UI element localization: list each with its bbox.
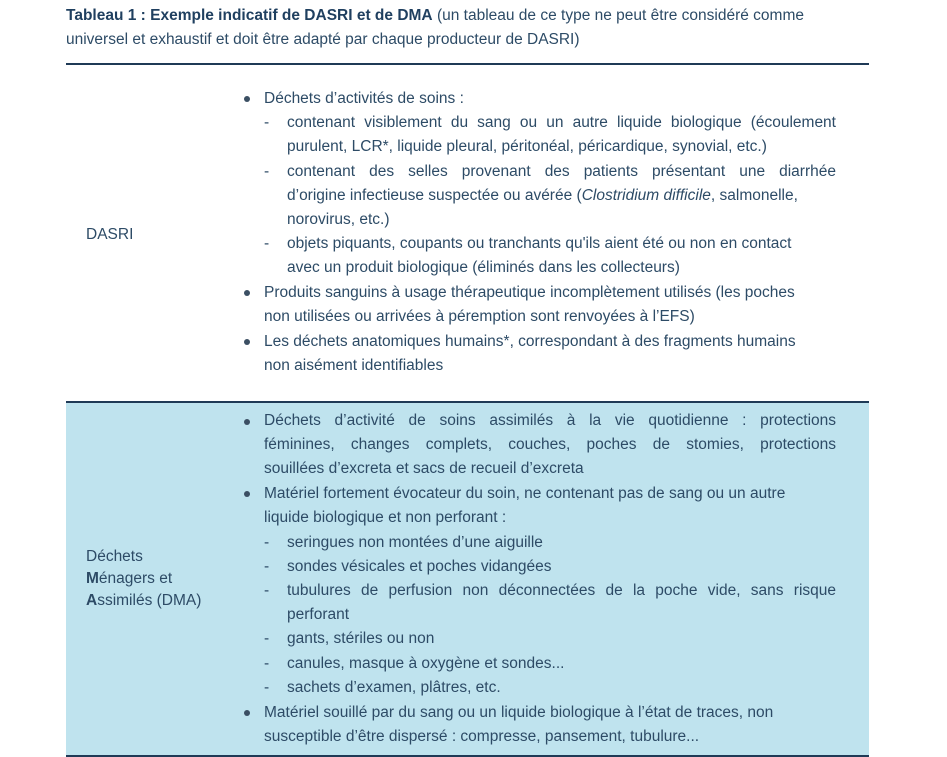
list-item-cont: perforant [287, 606, 350, 623]
list-item: Déchets d’activités de soins : [264, 90, 464, 107]
list-item-cont: liquide biologique et non perforant : [264, 509, 507, 526]
list-item: sachets d’examen, plâtres, etc. [287, 679, 501, 696]
table-row-dma [66, 403, 869, 755]
text-segment: d’origine infectieuse suspectée ou avérée ( [287, 187, 582, 204]
label-initial: A [86, 592, 98, 609]
caption-rest: (un tableau de ce type ne peut être considéré comme [436, 7, 804, 24]
caption-title: Tableau 1 : Exemple indicatif de DASRI et de DMA [66, 7, 433, 24]
label-line: ssimilés (DMA) [97, 592, 202, 609]
bullet-icon [244, 290, 250, 296]
list-item-cont [287, 184, 836, 208]
row-content-dasri [66, 66, 869, 402]
text-segment: , salmonelle, [710, 187, 798, 204]
list-item: Produits sanguins à usage thérapeutique incomplètement utilisés (les poches [264, 284, 795, 301]
list-item: sondes vésicales et poches vidangées [287, 558, 552, 575]
label-initial: M [86, 570, 99, 587]
list-item-cont: souillées d’excreta et sacs de recueil d’excreta [264, 460, 584, 477]
list-item: Les déchets anatomiques humains*, correspondant à des fragments humains [264, 333, 796, 350]
list-item-cont: avec un produit biologique (éliminés dans les collecteurs) [287, 259, 680, 276]
bullet-icon [244, 96, 250, 102]
list-item: contenant visiblement du sang ou un autre liquide biologique (écoulement [287, 114, 836, 131]
bullet-icon [244, 419, 250, 425]
list-item: tubulures de perfusion non déconnectées de la poche vide, sans risque [287, 582, 836, 599]
list-item: seringues non montées d’une aiguille [287, 534, 543, 551]
dash-icon: - [264, 534, 270, 551]
list-item-cont: féminines, changes complets, couches, poches de stomies, protections [264, 436, 836, 453]
list-item: Déchets d’activité de soins assimilés à la vie quotidienne : protections [264, 412, 836, 429]
dash-icon: - [264, 679, 270, 696]
list-item: gants, stériles ou non [287, 630, 435, 647]
label-line: énagers et [98, 570, 173, 587]
dash-icon: - [264, 558, 270, 575]
caption-line2: universel et exhaustif et doit être adapté par chaque producteur de DASRI) [66, 31, 580, 48]
list-item-cont: non aisément identifiables [264, 357, 444, 374]
bullet-icon [244, 491, 250, 497]
table-top-rule [66, 63, 869, 65]
label-line: Déchets [86, 548, 143, 565]
list-item-cont: susceptible d’être dispersé : compresse, pansement, tubulure... [264, 728, 700, 745]
bullet-icon [244, 339, 250, 345]
list-item: contenant des selles provenant des patients présentant une diarrhée [287, 163, 836, 180]
dash-icon: - [264, 163, 270, 180]
list-item-cont: purulent, LCR*, liquide pleural, péritonéal, péricardique, synovial, etc.) [287, 138, 767, 155]
list-item-cont: non utilisées ou arrivées à péremption sont renvoyées à l’EFS) [264, 308, 695, 325]
list-item: Matériel fortement évocateur du soin, ne contenant pas de sang ou un autre [264, 485, 786, 502]
row-label-dasri: DASRI [86, 226, 134, 243]
bullet-icon [244, 710, 250, 716]
list-item: Matériel souillé par du sang ou un liquide biologique à l’état de traces, non [264, 704, 774, 721]
dash-icon: - [264, 655, 270, 672]
table-caption [66, 4, 872, 52]
list-item-cont: norovirus, etc.) [287, 211, 390, 228]
dash-icon: - [264, 582, 270, 599]
table-row-dasri [66, 66, 869, 402]
row-content-dma [66, 403, 869, 755]
list-item: canules, masque à oxygène et sondes... [287, 655, 565, 672]
dash-icon: - [264, 630, 270, 647]
list-item: objets piquants, coupants ou tranchants qu'ils aient été ou non en contact [287, 235, 792, 252]
dash-icon: - [264, 235, 270, 252]
dash-icon: - [264, 114, 270, 131]
italic-segment: Clostridium difficile [581, 187, 711, 204]
